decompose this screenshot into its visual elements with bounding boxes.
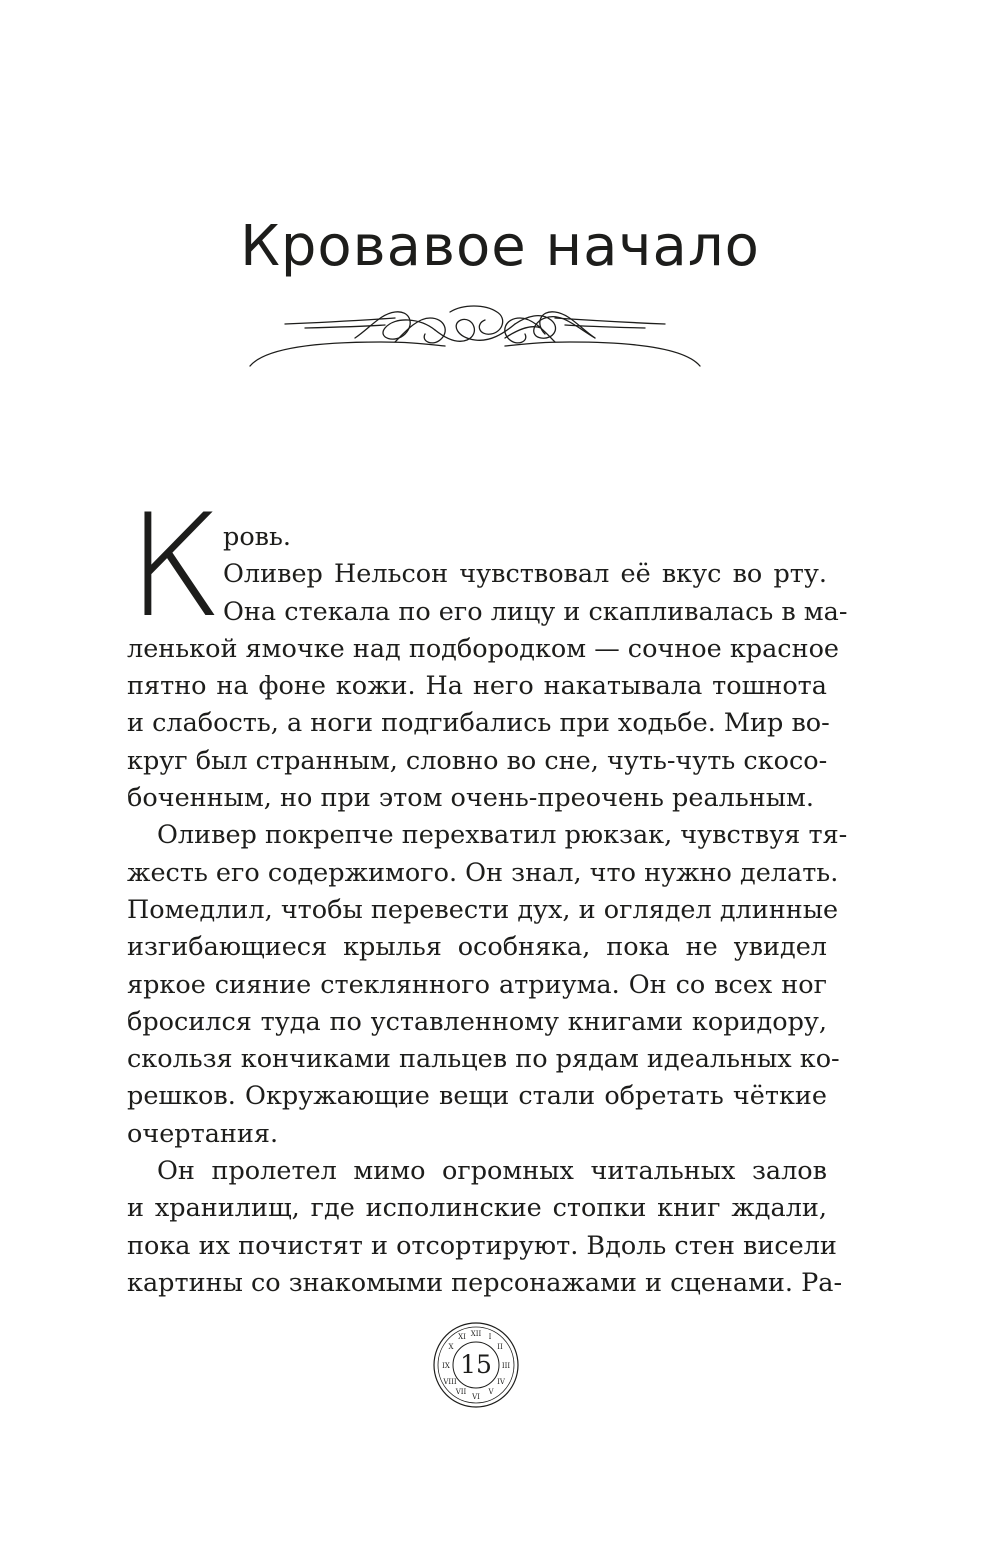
text-line: Она стекала по его лицу и скапливалась в ма-	[223, 596, 848, 627]
text-line: яркое сияние стеклянного атриума. Он со всех ног	[127, 969, 827, 1000]
text-line: и слабость, а ноги подгибались при ходьбе. Мир во-	[127, 708, 830, 739]
svg-text:V: V	[488, 1388, 494, 1396]
text-line: Он пролетел мимо огромных читальных залов	[157, 1156, 827, 1187]
text-line: Оливер Нельсон чувствовал её вкус во рту.	[223, 559, 827, 590]
paragraph-3	[127, 1153, 843, 1302]
svg-text:VIII: VIII	[443, 1378, 457, 1386]
text-line: решков. Окружающие вещи стали обретать чёткие	[127, 1081, 827, 1112]
svg-text:XII: XII	[470, 1330, 482, 1338]
flourish-ornament-icon	[245, 298, 705, 370]
page-number: 15	[460, 1350, 492, 1379]
text-line: пока их почистят и отсортируют. Вдоль стен висели	[127, 1230, 837, 1261]
text-line: Оливер покрепче перехватил рюкзак, чувствуя тя-	[157, 820, 848, 851]
svg-text:IV: IV	[497, 1378, 505, 1386]
chapter-title: Кровавое начало	[240, 214, 760, 279]
text-line: бросился туда по уставленному книгами коридору,	[127, 1006, 827, 1037]
svg-text:X: X	[448, 1343, 454, 1351]
text-line: очертания.	[127, 1118, 279, 1149]
text-line: круг был странным, словно во сне, чуть-чуть скосо-	[127, 745, 828, 776]
text-line: ленькой ямочке над подбородком — сочное красное	[127, 633, 840, 664]
text-line: ровь.	[223, 522, 292, 552]
chapter-body	[127, 519, 848, 1302]
text-line: изгибающиеся крылья особняка, пока не увидел	[127, 932, 827, 963]
paragraph-1	[127, 519, 848, 817]
text-line: Помедлил, чтобы перевести дух, и оглядел длинные	[127, 894, 839, 925]
svg-text:IX: IX	[442, 1362, 450, 1370]
svg-text:VI: VI	[472, 1393, 480, 1401]
svg-text:II: II	[497, 1343, 503, 1351]
paragraph-2	[127, 817, 848, 1153]
svg-text:VII: VII	[455, 1388, 467, 1396]
svg-text:III: III	[501, 1362, 511, 1370]
text-line: и хранилищ, где исполинские стопки книг ждали,	[127, 1193, 827, 1224]
svg-text:XI: XI	[458, 1333, 466, 1341]
text-line: жесть его содержимого. Он знал, что нужно делать.	[127, 857, 839, 888]
svg-text:I: I	[488, 1333, 492, 1341]
drop-cap: К	[127, 484, 223, 649]
text-line: скользя кончиками пальцев по рядам идеальных ко-	[127, 1044, 840, 1075]
text-line: боченным, но при этом очень-преочень реальным.	[127, 783, 814, 814]
text-line: картины со знакомыми персонажами и сценами. Ра-	[127, 1267, 843, 1298]
text-line: пятно на фоне кожи. На него накатывала тошнота	[127, 671, 827, 702]
